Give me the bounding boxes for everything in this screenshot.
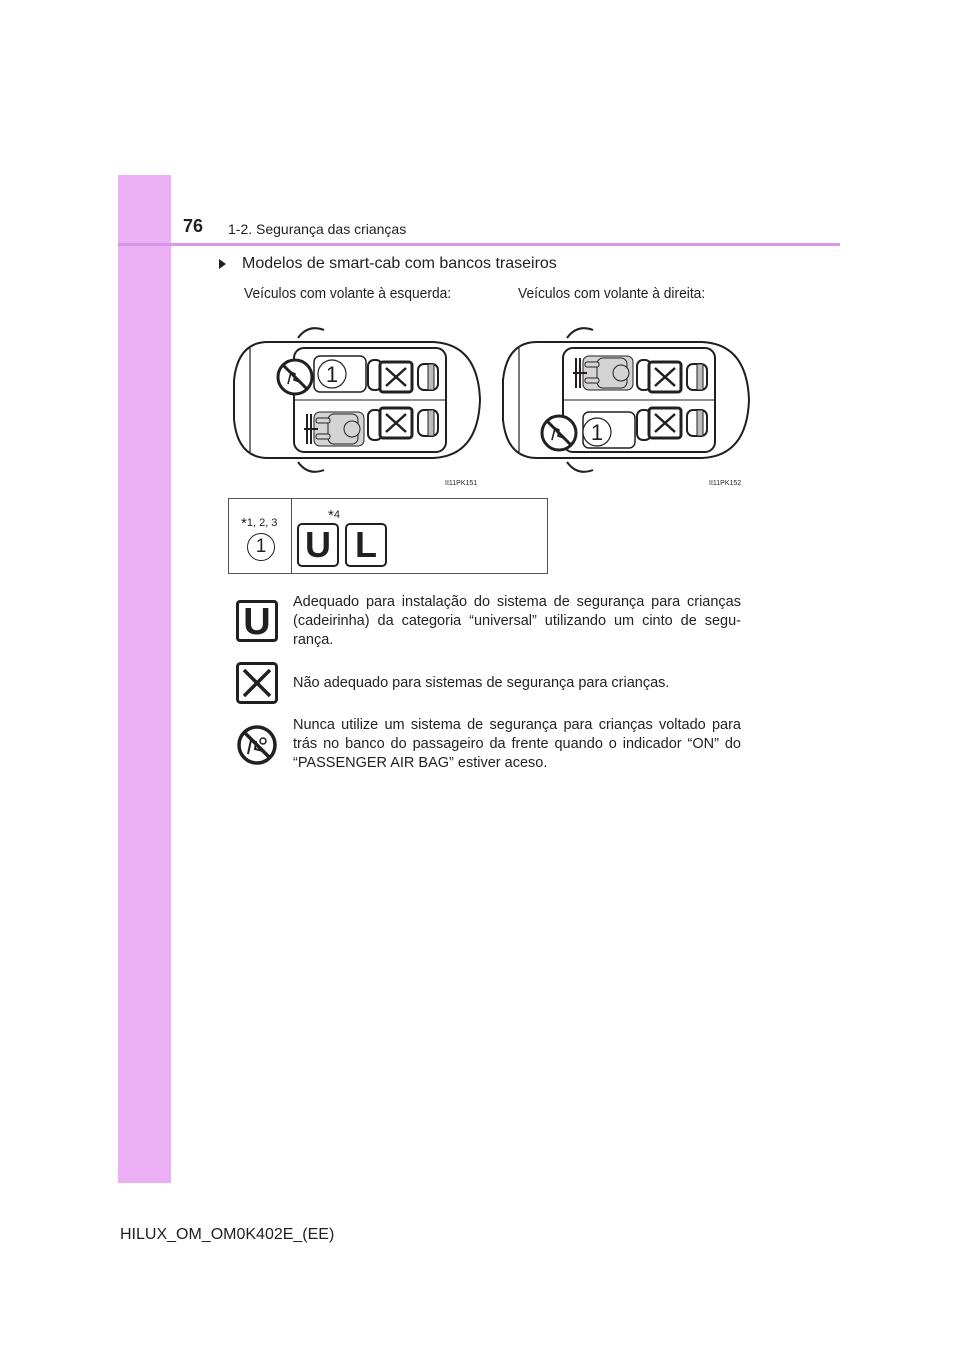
asterisk-icon: * <box>241 515 247 532</box>
left-car-diagram <box>228 320 483 480</box>
not-suitable-description: Não adequado para sistemas de segurança para crianças. <box>293 675 670 691</box>
universal-u-icon: U <box>236 600 278 642</box>
l-category-box: L <box>345 523 387 567</box>
table-divider <box>291 499 292 573</box>
airbag-warning-description: Nunca utilize um sistema de segurança para crianças voltado para trás no banco do passageiro da frente quando o indicador “ON” do “PASSENGER AIR BAG” estiver aceso. <box>293 717 741 771</box>
note-reference-4: *4 <box>328 507 340 524</box>
right-figure-code: II11PK152 <box>709 480 742 487</box>
right-car-seat-number: 1 <box>590 420 604 445</box>
universal-u-box: U <box>297 523 339 567</box>
left-car-seat-number: 1 <box>325 362 339 387</box>
header-rule <box>118 243 840 246</box>
universal-description: Adequado para instalação do sistema de segurança para crianças (cadeirinha) da categoria “universal” utilizando um cinto de segu-rança. <box>293 594 741 648</box>
section-title: 1-2. Segurança das crianças <box>228 221 407 237</box>
right-figure-caption: Veículos com volante à direita: <box>518 285 706 302</box>
airbag-prohibition-icon <box>236 724 278 766</box>
not-suitable-x-icon <box>236 662 278 704</box>
note-reference-1-2-3: *1, 2, 3 <box>241 515 278 532</box>
asterisk-icon: * <box>328 507 334 524</box>
seat-legend-table <box>228 498 548 574</box>
bullet-triangle-icon <box>219 259 226 269</box>
left-figure-code: II11PK151 <box>445 480 478 487</box>
page-number: 76 <box>183 216 204 236</box>
document-footer-code: HILUX_OM_OM0K402E_(EE) <box>120 1226 335 1243</box>
sidebar-tab <box>118 175 171 1183</box>
subtitle: Modelos de smart-cab com bancos traseiros <box>242 255 557 272</box>
seat-number-circle: 1 <box>247 533 275 561</box>
left-figure-caption: Veículos com volante à esquerda: <box>244 285 452 302</box>
right-car-diagram <box>497 320 752 480</box>
